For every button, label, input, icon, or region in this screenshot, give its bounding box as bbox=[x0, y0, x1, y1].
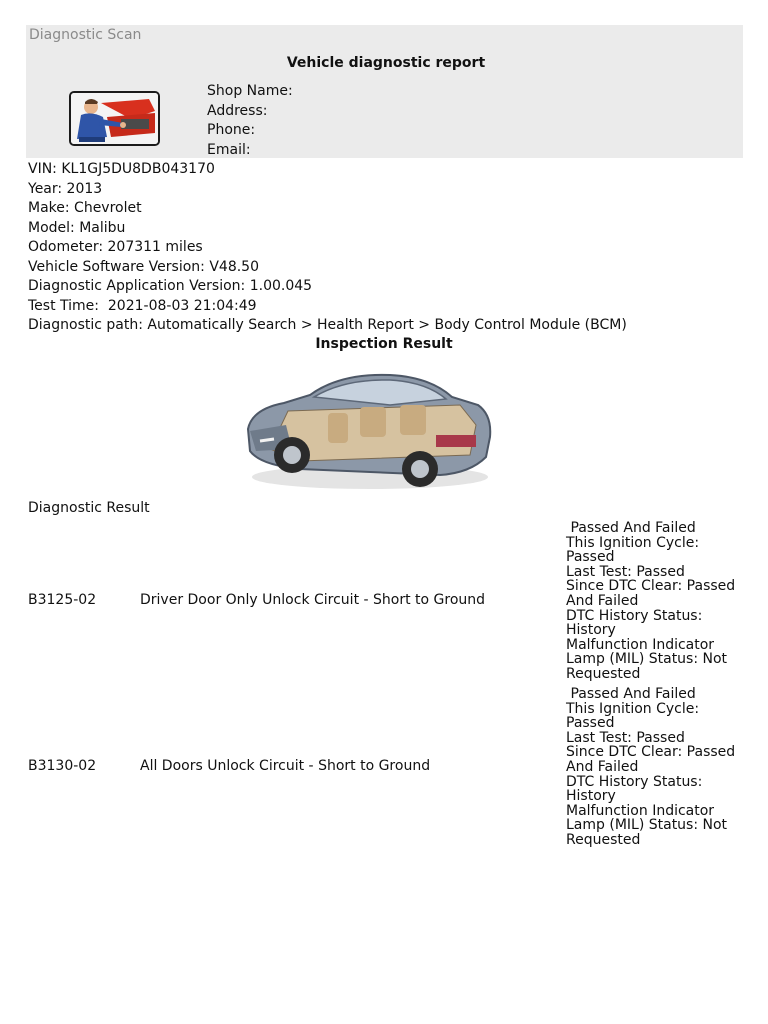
vehicle-info bbox=[28, 160, 627, 336]
shop-name-label: Shop Name: bbox=[207, 83, 293, 99]
status-line: Requested bbox=[566, 831, 641, 848]
dtc-code: B3125-02 bbox=[28, 592, 97, 608]
dtc-status bbox=[566, 687, 738, 848]
email-label: Email: bbox=[207, 141, 251, 158]
status-line: DTC History Status: bbox=[566, 607, 703, 624]
status-line: Passed And Failed bbox=[566, 686, 696, 702]
report-header bbox=[26, 25, 743, 158]
app-version: Diagnostic Application Version: 1.00.045 bbox=[28, 278, 313, 294]
dtc-code: B3130-02 bbox=[28, 758, 97, 774]
software-version: Vehicle Software Version: V48.50 bbox=[28, 258, 259, 275]
test-time: Test Time: 2021-08-03 21:04:49 bbox=[28, 297, 257, 314]
car-cutaway-illustration bbox=[240, 365, 495, 497]
status-line: Lamp (MIL) Status: Not bbox=[566, 817, 728, 834]
status-line: Since DTC Clear: Passed bbox=[566, 744, 736, 761]
status-line: Passed bbox=[566, 715, 615, 732]
status-line: And Failed bbox=[566, 758, 639, 775]
status-line: This Ignition Cycle: bbox=[566, 534, 700, 551]
app-label: Diagnostic Scan bbox=[29, 27, 142, 43]
status-line: Malfunction Indicator bbox=[566, 802, 715, 819]
status-line: History bbox=[566, 788, 616, 805]
status-line: Lamp (MIL) Status: Not bbox=[566, 651, 728, 668]
mechanic-logo-icon bbox=[69, 91, 160, 146]
status-line: Since DTC Clear: Passed bbox=[566, 578, 736, 595]
vin: VIN: KL1GJ5DU8DB043170 bbox=[28, 161, 215, 177]
status-line: This Ignition Cycle: bbox=[566, 700, 700, 717]
diagnostic-result-heading: Diagnostic Result bbox=[28, 500, 150, 516]
inspection-title: Inspection Result bbox=[315, 336, 453, 352]
diagnostic-path: Diagnostic path: Automatically Search > Health Report > Body Control Module (BCM) bbox=[28, 317, 627, 333]
dtc-description: All Doors Unlock Circuit - Short to Ground bbox=[140, 758, 431, 774]
phone-label: Phone: bbox=[207, 122, 256, 138]
report-title: Vehicle diagnostic report bbox=[286, 55, 486, 71]
status-line: Passed And Failed bbox=[566, 520, 696, 536]
dtc-description: Driver Door Only Unlock Circuit - Short to Ground bbox=[140, 592, 486, 608]
status-line: Last Test: Passed bbox=[566, 563, 685, 580]
status-line: Last Test: Passed bbox=[566, 729, 685, 746]
odometer: Odometer: 207311 miles bbox=[28, 239, 203, 255]
status-line: Malfunction Indicator bbox=[566, 636, 715, 653]
status-line: Passed bbox=[566, 549, 615, 566]
address-label: Address: bbox=[207, 102, 268, 119]
make: Make: Chevrolet bbox=[28, 200, 142, 216]
status-line: And Failed bbox=[566, 592, 639, 609]
status-line: DTC History Status: bbox=[566, 773, 703, 790]
model: Model: Malibu bbox=[28, 219, 126, 236]
status-line: Requested bbox=[566, 665, 641, 682]
status-line: History bbox=[566, 622, 616, 639]
dtc-status bbox=[566, 521, 738, 682]
year: Year: 2013 bbox=[28, 180, 103, 197]
shop-info bbox=[207, 82, 293, 160]
